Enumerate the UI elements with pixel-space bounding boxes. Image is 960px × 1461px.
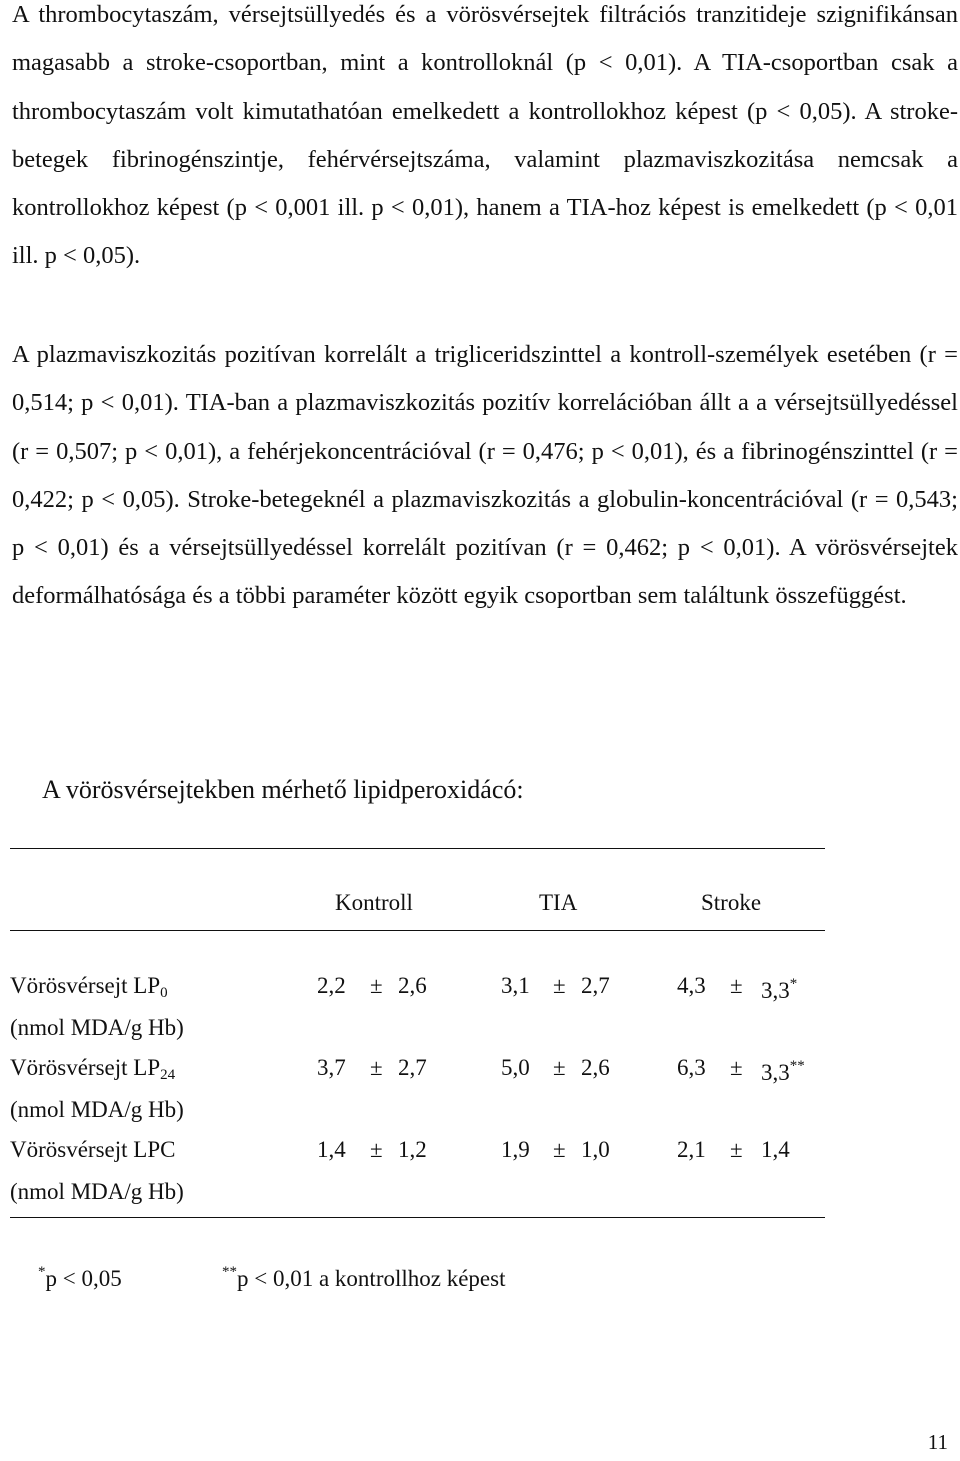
cell-mean: 1,9 xyxy=(501,1137,530,1162)
row-label-subscript: 0 xyxy=(160,985,168,1001)
significance-mark: * xyxy=(789,976,798,992)
row-label xyxy=(10,1137,175,1163)
cell-sd xyxy=(398,973,427,999)
cell-sd-text: 2,6 xyxy=(398,973,427,998)
row-label xyxy=(10,1055,175,1084)
plus-minus-symbol: ± xyxy=(370,973,383,998)
cell-sd-text: 2,6 xyxy=(581,1055,610,1080)
paragraph-hemorheology-results: A thrombocytaszám, vérsejtsüllyedés és a vörösvérsejtek filtrációs tranzitideje szignifikánsan magasabb a stroke-csoportban, mint a kontrolloknál (p < 0,01). A TIA-csoportban csak a thrombocytaszám volt kimutathatóan emelkedett a kontrollokhoz képest (p < 0,05). A stroke-betegek fibrinogénszintje, fehérvérsejtszáma, valamint plazmaviszkozitása nemcsak a kontrollokhoz képest (p < 0,001 ill. p < 0,01), hanem a TIA-hoz képest is emelkedett (p < 0,01 ill. p < 0,05). xyxy=(12,1,958,270)
cell-sd-text: 3,3 xyxy=(761,1060,790,1085)
plus-minus-symbol: ± xyxy=(730,973,743,998)
footnote-mark: * xyxy=(38,1264,46,1280)
footnote-p005 xyxy=(38,1264,122,1292)
cell-sd-text: 2,7 xyxy=(581,973,610,998)
column-header-stroke: Stroke xyxy=(701,890,762,915)
cell-sd xyxy=(761,1137,790,1163)
row-unit: (nmol MDA/g Hb) xyxy=(10,1015,184,1040)
cell-sd xyxy=(581,973,610,999)
cell-mean: 3,7 xyxy=(317,1055,346,1080)
row-unit: (nmol MDA/g Hb) xyxy=(10,1179,184,1204)
row-label-text: Vörösvérsejt LP xyxy=(10,1055,161,1080)
plus-minus-symbol: ± xyxy=(553,973,566,998)
cell-sd xyxy=(761,976,797,1004)
row-unit: (nmol MDA/g Hb) xyxy=(10,1097,184,1122)
cell-mean: 2,1 xyxy=(677,1137,706,1162)
plus-minus-symbol: ± xyxy=(730,1055,743,1080)
table-rule-bottom xyxy=(10,1217,825,1218)
footnote-p001 xyxy=(222,1264,505,1292)
cell-sd-text: 1,0 xyxy=(581,1137,610,1162)
cell-sd xyxy=(581,1137,610,1163)
cell-sd-text: 1,4 xyxy=(761,1137,790,1162)
plus-minus-symbol: ± xyxy=(370,1137,383,1162)
footnote-mark: ** xyxy=(222,1264,237,1280)
cell-sd-text: 3,3 xyxy=(761,978,790,1003)
row-label-subscript: 24 xyxy=(160,1067,176,1083)
cell-mean: 1,4 xyxy=(317,1137,346,1162)
plus-minus-symbol: ± xyxy=(370,1055,383,1080)
cell-mean: 3,1 xyxy=(501,973,530,998)
cell-mean: 2,2 xyxy=(317,973,346,998)
cell-sd xyxy=(398,1137,427,1163)
plus-minus-symbol: ± xyxy=(553,1055,566,1080)
row-label-text: Vörösvérsejt LPC xyxy=(10,1137,176,1162)
column-header-kontroll: Kontroll xyxy=(335,890,413,915)
row-label xyxy=(10,973,168,1002)
cell-sd-text: 1,2 xyxy=(398,1137,427,1162)
plus-minus-symbol: ± xyxy=(730,1137,743,1162)
section-heading-lipid-peroxidation: A vörösvérsejtekben mérhető lipidperoxidácó: xyxy=(42,775,524,804)
significance-mark: ** xyxy=(789,1058,805,1074)
cell-sd-text: 2,7 xyxy=(398,1055,427,1080)
cell-mean: 4,3 xyxy=(677,973,706,998)
cell-mean: 6,3 xyxy=(677,1055,706,1080)
table-rule-header xyxy=(10,930,825,931)
paragraph-plasma-viscosity-correlations: A plazmaviszkozitás pozitívan korrelált a trigliceridszinttel a kontroll-személyek esetében (r = 0,514; p < 0,01). TIA-ban a plazmaviszkozitás pozitív korrelációban állt a a vérsejtsüllyedéssel (r = 0,507; p < 0,01), a fehérjekoncentrációval (r = 0,476; p < 0,01), és a fibrinogénszinttel (r = 0,422; p < 0,05). Stroke-betegeknél a plazmaviszkozitás a globulin-koncentrációval (r = 0,543; p < 0,01) és a vérsejtsüllyedéssel korrelált pozitívan (r = 0,462; p < 0,01). A vörösvérsejtek deformálhatósága és a többi paraméter között egyik csoportban sem találtunk összefüggést. xyxy=(12,341,958,610)
footnote-text: p < 0,05 xyxy=(45,1266,122,1291)
plus-minus-symbol: ± xyxy=(553,1137,566,1162)
column-header-tia: TIA xyxy=(539,890,578,915)
page-number: 11 xyxy=(927,1430,948,1454)
cell-sd xyxy=(581,1055,610,1081)
footnote-text: p < 0,01 a kontrollhoz képest xyxy=(237,1266,506,1291)
cell-sd xyxy=(398,1055,427,1081)
cell-sd xyxy=(761,1058,805,1086)
table-rule-top xyxy=(10,848,825,849)
cell-mean: 5,0 xyxy=(501,1055,530,1080)
row-label-text: Vörösvérsejt LP xyxy=(10,973,161,998)
